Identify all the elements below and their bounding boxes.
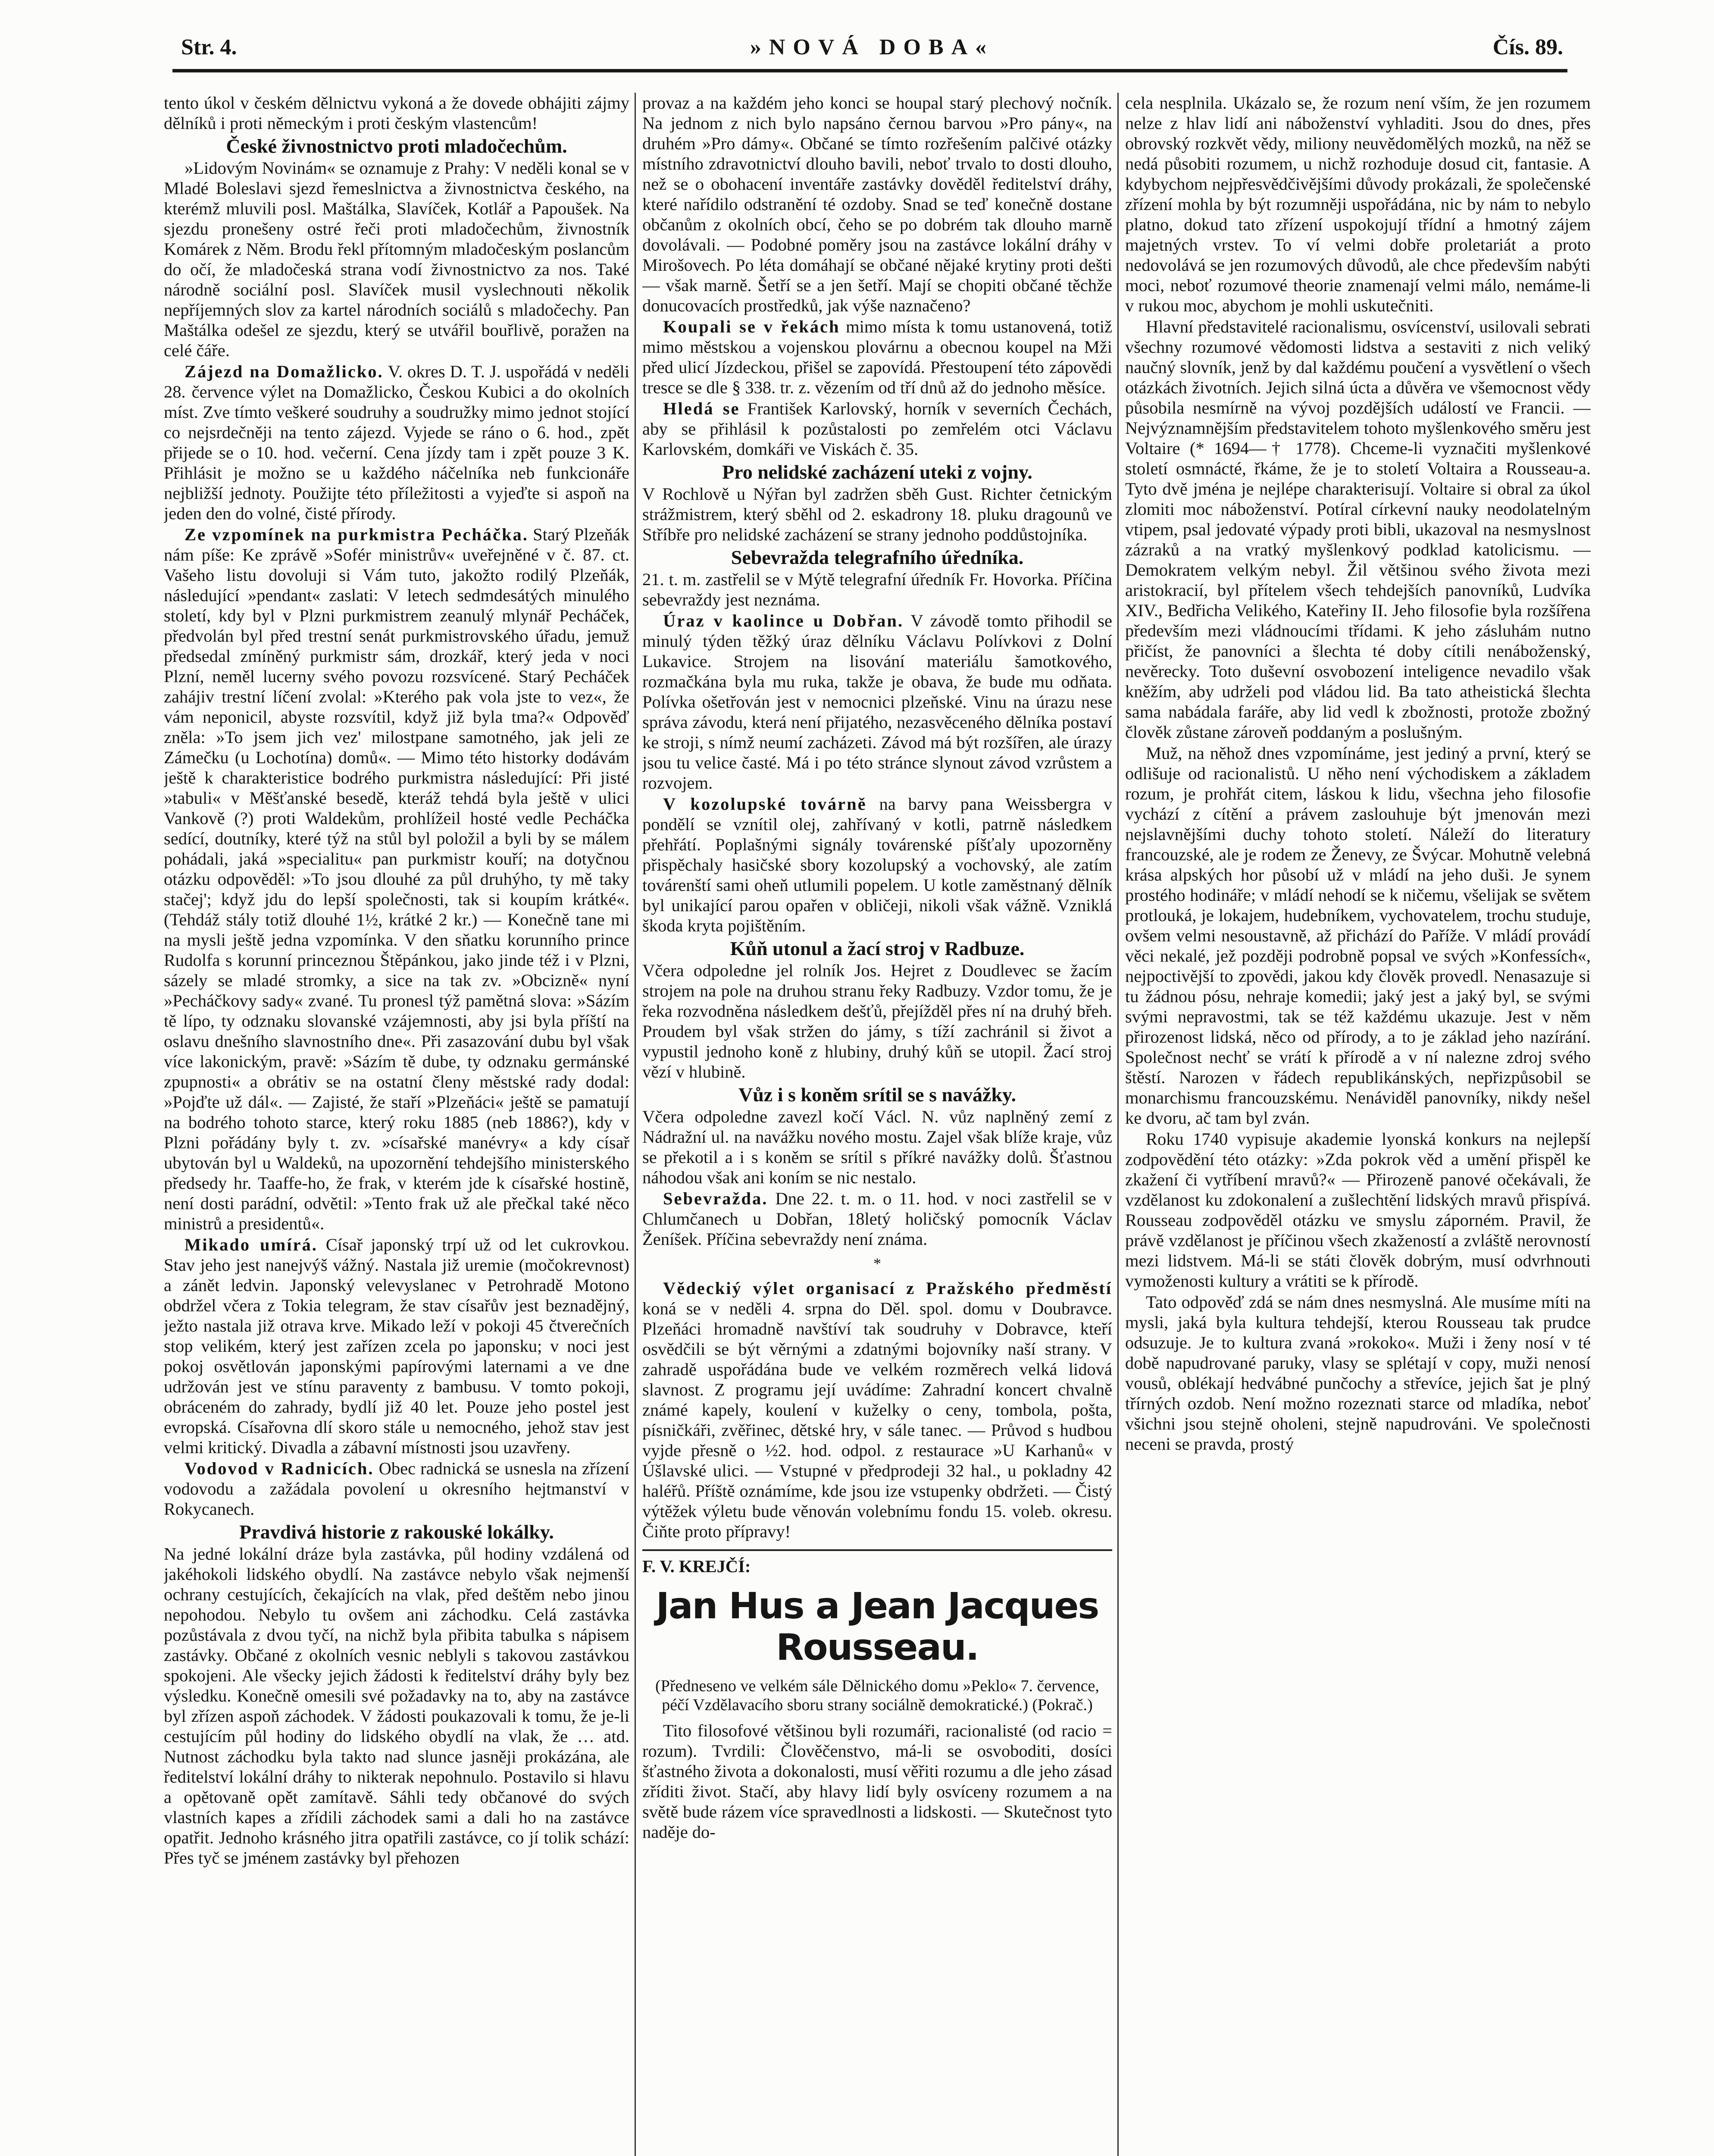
paragraph: 21. t. m. zastřelil se v Mýtě telegrafní úředník Fr. Hovorka. Příčina sebevraždy jest neznáma. [642, 570, 1112, 609]
paragraph: Dne 22. t. m. o 11. hod. v noci zastřelil se v Chlumčanech u Dobřan, 18letý holičský pomocník Václav Ženíšek. Příčina sebevraždy není známa. [642, 1189, 1112, 1249]
paragraph: na barvy pana Weissbergra v pondělí se vznítil olej, zahřívaný v kotli, patrně následkem přehřátí. Poplašnými signály továrenské píšťaly upozorněny přispěchaly hasičské sbory kozolupský a vochovský, ale zatím továrenští sami oheň utlumili popelem. U kotle zaměstnaný dělník byl unikající parou opařen v obličeji, nikoli však vážně. Vzniklá škoda kryta pojištěním. [642, 794, 1112, 935]
paragraph: Hlavní představitelé racionalismu, osvícenství, usilovali sebrati všechny rozumové vědomosti lidstva a sestaviti z nich veliký naučný slovník, jenž by dal každému poučení a vysvětlení o všech otázkách životních. Jejich silná úcta a důvěra ve všemocnost vědy působila nesmírně na vývoj pozdějších událostí ve Francii. — Nejvýznamnějším představitelem tohoto myšlenkového směru jest Voltaire (* 1694—† 1778). Chceme-li vyznačiti myšlenkové století osmnácté, řkáme, že je to století Voltaira a Rousseau-a. Tyto dvě jména je nejlépe charakterisují. Voltaire si obral za úkol zlomiti moc náboženství. Potíral církevní nauky neodolatelným vtipem, psal jedovaté výpady proti bibli, ukazoval na nesmyslnost zázraků a na vratký myšlenkový podklad katolicismu. — Demokratem velkým nebyl. Žil většinou svého života mezi aristokracií, byl přítelem všech tehdejších panovníků, Ludvíka XIV., Bedřicha Velikého, Kateřiny II. Jeho filosofie byla rozšířena především mezi vládnoucími třídami. K jeho zásluhám nutno přičíst, že panovníci a šlechta té doby cítili nenáboženský, nevěrecky. Toto duševní osvobození inteligence nevadilo však kněžím, aby udrželi pod vládou lid. Ba tato atheistická šlechta sama nabádala faráře, aby lid vedl k zbožnosti, protože zbožný člověk zůstane zároveň poddaným a poslušným. [1125, 317, 1591, 742]
column-2 [642, 93, 1112, 2156]
paragraph: mimo místa k tomu ustanovená, totiž mimo městskou a vojenskou plovárnu a obecnou koupel na Mži před ulicí Jízdeckou, přišel se zapovídá. Přestoupení této zápovědi tresce se dle § 338. tr. z. vězením od tří dnů až do jednoho měsíce. [642, 317, 1112, 397]
paragraph: provaz a na každém jeho konci se houpal starý plechový nočník. Na jednom z nich bylo napsáno černou barvou »Pro pány«, na druhém »Pro dámy«. Občané se tímto rozřešením palčivé otázky místního zdravotnictví dlouho bavili, neboť trvalo to dosti dlouho, než se o obohacení inventáře zastávky dověděl ředitelství dráhy, které nařídilo odstranění té ozdoby. Snad se teď konečně dostane občanům z okolních obcí, čeho se po dobrém tak dlouho marně dovolávali. — Podobné poměry jsou na zastávce lokální dráhy v Mirošovech. Po léta domáhají se občané nějaké krytiny proti dešti — však marně. Šetří se a jen šetří. Mají se chopiti občané těchže donucovacích prostředků, jak výše naznačeno? [642, 93, 1112, 315]
paragraph: Včera odpoledne jel rolník Jos. Hejret z Doudlevec se žacím strojem na pole na druhou stranu řeky Radbuzy. Vzdor tomu, že je řeka rozvodněna následkem dešťů, přejížděl přes ní na druhý břeh. Proudem byl však stržen do jámy, s tíží zachránil si život a vypustil jednoho koně z hlubiny, druhý kůň se utopil. Žací stroj vězí v hlubině. [642, 961, 1112, 1081]
paragraph: Včera odpoledne zavezl kočí Václ. N. vůz naplněný zemí z Nádražní ul. na navážku nového mostu. Zajel však blíže kraje, vůz se překotil a i s koněm se srítil s příkré navážky dolů. Šťastnou náhodou však ani koním se nic nestalo. [642, 1107, 1112, 1187]
run-in-heading: Hledá se [663, 399, 740, 418]
paragraph: Muž, na něhož dnes vzpomínáme, jest jediný a první, který se odlišuje od racionalistů. U něho není východiskem a základem rozum, je prohřát citem, láskou k lidu, všechna jeho filosofie vychází z cítění a právem zaslouhuje být jmenován mezi nejslavnějšími duchy tohoto století. Náleží do literatury francouzské, ale je rodem ze Ženevy, ze Švýcar. Mohutně velebná krása alpských hor působí už v mládí na jeho duši. Je synem prostého hodináře; v mládí nehodí se k ničemu, všelijak se světem protlouká, je lokajem, hudebníkem, vychovatelem, trochu studuje, ovšem velmi nesoustavně, až přichází do Paříže. V mládí provádí věci nekalé, jež později podrobně popsal ve svých »Konfessích«, nejpoctivější to zpovědi, jakou kdy člověk provedl. Nenasazuje si tu žádnou pósu, nehraje komedii; jaký jest a jaký byl, se svými svými nepravostmi, tak se též každému ukazuje. Jest v něm přirozenost lidská, něco od přírody, a to je základ jeho nazírání. Společnost nechť se vrátí k přírodě a v ní nalezne zdroj svého štěstí. Narozen v řádech republikánských, nepřizpůsobil se monarchismu francouzskému. Nenáviděl panovníky, nikdy nešel ke dvoru, ač tam byl zván. [1125, 743, 1591, 1128]
column-1 [164, 93, 629, 2156]
issue-number: Čís. 89. [1492, 35, 1563, 60]
article-heading: Kůň utonul a žací stroj v Radbuze. [730, 937, 1025, 959]
header-rule [172, 69, 1567, 72]
article-heading: Vůz i s koněm srítil se s navážky. [738, 1084, 1017, 1106]
paragraph: koná se v neděli 4. srpna do Děl. spol. domu v Doubravce. Plzeňáci hromadně navštíví tak soudruhy v Dobravce, kteří osvědčili se být věrnými a zdatnými bojovníky naší strany. V zahradě uspořádána bude ve velkém rozměrech velká lidová slavnost. Z programu její uvádíme: Zahradní koncert chvalně známé kapely, koulení v kuželky o ceny, tombola, pošta, písničkáři, zvěřinec, dětské hry, v sále tanec. — Průvod s hudbou vyjde přesně o ½2. hod. odpol. z restaurace »U Karhanů« v Úšlavské ulici. — Vstupné v předprodeji 32 hal., u pokladny 42 haléřů. Příště oznámíme, kde jsou ize vstupenky obdržeti. — Čistý výtěžek výletu bude věnován volebnímu fondu 15. voleb. okresu. Čiňte proto přípravy! [642, 1299, 1112, 1541]
run-in-heading: Vědeckiý výlet organisací z Pražského předměstí [663, 1279, 1112, 1298]
paragraph: Roku 1740 vypisuje akademie lyonská konkurs na nejlepší zodpovědění této otázky: »Zda pokrok věd a umění přispěl ke zkažení či vytříbení mravů?« — Přirozeně panové očekávali, že vzdělanost ku zdokonalení a zušlechtění lidských mravů přispívá. Rousseau zodpověděl otázku ve smyslu záporném. Pravil, že právě vzdělanost je příčinou všech zkažeností a zvláště nerovností mezi lidstvem. Má-li se státi člověk dobrým, musí odvrhnouti vymoženosti kultury a vrátiti se k přírodě. [1125, 1129, 1591, 1291]
masthead-title: »NOVÁ DOBA« [750, 35, 995, 60]
paragraph: V. okres D. T. J. uspořádá v neděli 28. července výlet na Domažlicko, Českou Kubici a do okolních míst. Zve tímto veškeré soudruhy a soudružky mimo jednot stojící co nejsrdečněji na tento zájezd. Vyjede se ráno o 6. hod., zpět přijede se o 10. hod. večerní. Cena jízdy tam i zpět pouze 3 K. Přihlásit je možno se u každého náčelníka neb funkcionáře nejbližší jednoty. Použijte této příležitosti a vyjeďte si aspoň na jeden den do volné, čisté přírody. [164, 362, 629, 523]
run-in-heading: Ze vzpomínek na purkmistra Pecháčka. [185, 525, 529, 544]
paragraph: Obec radnická se usnesla na zřízení vodovodu a zažádala povolení u okresního hejtmanství v Rokycanech. [164, 1459, 629, 1519]
paragraph: František Karlovský, horník v severních Čechách, aby se přihlásil k pozůstalosti po zemřelém otci Václavu Karlovském, domkáři ve Viskách č. 35. [642, 399, 1112, 459]
run-in-heading: V kozolupské továrně [663, 794, 867, 814]
column-3 [1125, 93, 1591, 2156]
paragraph: Císař japonský trpí už od let cukrovkou. Stav jeho jest nanejvýš vážný. Nastala již uremie (močokrevnost) a zánět ledvin. Japonský velevyslanec v Petrohradě Motono obdržel včera z Tokia telegram, že stav císařův jest beznadějný, ježto nastala již otrava krve. Mikado leží v pokoji 45 čtverečních stop velikém, který jest zařízen zcela po japonsku; v noci jest pokoj osvětlován japonskými papírovými laternami a ve dne udržován jest ve stínu paraventy z bambusu. V tomto pokoji, obráceném do zahrady, bydlí již 40 let. Pouze jeho postel jest evropská. Císařovna dlí skoro stále u nemocného, jehož stav jest velmi kritický. Divadla a zábavní místnosti jsou uzavřeny. [164, 1235, 629, 1457]
paragraph: tento úkol v českém dělnictvu vykoná a že dovede obhájiti zájmy dělníků i proti německým i proti českým vlastencům! [164, 93, 629, 133]
page-header [181, 34, 1563, 65]
run-in-heading: Zájezd na Domažlicko. [185, 362, 384, 381]
run-in-heading: Koupali se v řekách [663, 317, 840, 336]
page-number: Str. 4. [181, 35, 237, 60]
article-rule [642, 1549, 1112, 1551]
paragraph: Na jedné lokální dráze byla zastávka, půl hodiny vzdálená od jakéhokoli lidského obydlí. Na zastávce nebylo však nejmenší ochrany cestujících, čekajících na vlak, před deštěm nebo jinou nepohodou. Nebylo tu ovšem ani záchodku. Celá zastávka pozůstávala z dvou tyčí, na nichž byla přibita tabulka s nápisem zastávky. Občané z okolních vesnic neblyli s takovou zastávkou spokojeni. Ale všecky jejich žádosti k ředitelství dráhy byly bez výsledku. Konečně omesili své požadavky na to, aby na zastávce byl zřízen aspoň záchodek. V žádosti poukazovali k tomu, že je-li cestujícím půl hodiny do lidského obydlí na vlak, že … atd. Nutnost záchodku byla takto nad slunce jasněji prokázána, ale ředitelství lokální dráhy to nikterak nepohnulo. Postavilo si hlavu a opětovaně opět zamítavě. Sáhli tedy občanové do svých vlastních kapes a zřídili záchodek sami a dali ho na zastávce opatřit. Jednoho krásného jitra opatřili zastávce, co jí tolik schází: Přes tyč se jménem zastávky byl přehozen [164, 1544, 629, 1868]
paragraph: V Rochlově u Nýřan byl zadržen sběh Gust. Richter četnickým strážmistrem, který sběhl od 2. eskadrony 18. pluku dragounů ve Stříbře pro nelidské zacházení se strany jednoho poddůstojníka. [642, 484, 1112, 544]
article-heading: Pravdivá historie z rakouské lokálky. [239, 1521, 554, 1543]
column-divider [635, 93, 636, 2156]
column-divider [1117, 93, 1119, 2156]
paragraph: Tito filosofové většinou byli rozumáři, racionalisté (od racio = rozum). Tvrdili: Člověčenstvo, má-li se osvoboditi, dosíci šťastného života a dokonalosti, musí věřiti rozumu a dle jeho zásad zříditi život. Stačí, aby hlavy lidí byly osvíceny rozumem a na světě bude rázem více spravedlnosti a lidskosti. — Skutečnost tyto naděje do- [642, 1721, 1112, 1842]
run-in-heading: Úraz v kaolince u Dobřan. [663, 611, 904, 630]
paragraph: »Lidovým Novinám« se oznamuje z Prahy: V neděli konal se v Mladé Boleslavi sjezd řemeslnictva a živnostnictva českého, na kterémž mluvili posl. Maštálka, Slavíček, Kotlář a Papoušek. Na sjezdu pronešeny ostré řeči proti mladočechům, živnostník Komárek z Něm. Brodu řekl přítomným mladočeským poslancům do očí, že mladočeská strana vodí živnostnictvo za nos. Také národně sociální posl. Slavíček musil vyslechnouti několik nepříjemných slov za kartel národních sociálů s mladočechy. Pan Maštálka odešel ze sjezdu, který se utvářil bouřlivě, poražen na celé čáře. [164, 158, 629, 360]
article-note: (Předneseno ve velkém sále Dělnického domu »Peklo« 7. července, péčí Vzdělavacího sboru strany sociálně demokratické.) (Pokrač.) [655, 1677, 1099, 1714]
paragraph: Starý Plzeňák nám píše: Ke zprávě »Sofér ministrův« uveřejněné v č. 87. ct. Vašeho listu dovoluji si Vám tuto, jakožto rodilý Plzeňák, následující »pendant« zaslati: V letech sedmdesátých minulého století, kdy byl v Plzni purkmistrem zeanulý mlynář Pecháček, předvolán byl před trestní senát purkmistrovského úřadu, jemuž předsedal zmíněný purkmistr sám, drozkář, který jeda v noci Plzní, neměl lucerny svého povozu rozsvícené. Starý Pecháček zahájiv trestní líčení zvolal: »Kterého pak vola jste to vez«, že vám neponicil, abyste rozsvítil, když již byla tma?« Odpověď zněla: »To jsem jich vez' milostpane samotného, jak jeli ze Zámečku (u Lochotína) domů«. — Mimo této historky dodávám ještě k charakteristice bodrého purkmistra následující: Při jisté »tabuli« v Měšťanské besedě, kteráž tehdá byla ještě v ulici Vankově (?) proti Waldekům, prohlížeil hosté vedle Pecháčka sedící, doutníky, které týž na stůl byl položil a byli by se málem pohádali, jaká »specialitu« pan purkmistr kouří; na dotyčnou otázku odpověděl: »To jsou dlouhé za půl druhýho, ty mě taky stačej'; když jdu do lepší společnosti, tak si koupím krátké«. (Tehdáž stály totiž dlouhé 1½, krátké 2 kr.) — Konečně tane mi na mysli ještě jedna vzpomínka. V den sňatku korunního prince Rudolfa s korunní princeznou Štěpánkou, jako jinde též i v Plzni, sázely se mladé stromky, a sice na tak zv. »Obcizně« nyní »Pecháčkovy sady« zvané. Tu pronesl týž pamětná slova: »Sázím tě lípo, ty odznaku slovanské vzájemnosti, aby jsi byla příští na oslavu dnešního slavnostního dne«. Při zasazování dubu byl však více lakonickým, pravě: »Sázím tě dube, ty odznaku germánské zpupnosti« a obrátiv se na ostatní členy městské rady dodal: »Pojďte už dál«. — Zajisté, že staří »Plzeňáci« ještě se pamatují na bodrého tohoto starce, který roku 1885 (neb 1886?), kdy v Plzni pořádány byly t. zv. »císařské manévry« a kdy císař ubytován byl u Waldeků, na upozornění tehdejšího ministerského předsedy hr. Taaffe-ho, že frak, v kterém jde k císařské hostině, není dosti parádní, odvětil: »Tento frak už ale přečkal také něco ministrů a presidentů«. [164, 525, 629, 1233]
run-in-heading: Mikado umírá. [185, 1235, 318, 1254]
article-heading: Sebevražda telegrafního úředníka. [731, 546, 1024, 568]
run-in-heading: Sebevražda. [663, 1189, 768, 1208]
section-separator: * [873, 1255, 881, 1272]
paragraph: cela nesplnila. Ukázalo se, že rozum není vším, že jen rozumem nelze z hlav lidí ani náboženství vyhladiti. Jsou do dnes, přes obrovský rozkvět vědy, miliony neuvědomělých mozků, na něž se nedá působiti rozumem, u nichž rozhoduje dosud cit, fantasie. A kdybychom nejpřesvědčivějšími důvody prokázali, že společenské zřízení mohla by být rozumněji uspořádána, nic by nám to nebylo platno, dokud tato zřízení uspokojují třídní a hmotný zájem majetných vrstev. To ví velmi dobře proletariát a proto nedovolává se jen rozumových důvodů, ale chce především nabýti moci, neboť rozumové theorie znamenají velmi málo, nemáme-li v rukou moc, abychom je mohli uskutečniti. [1125, 93, 1591, 315]
article-title: Jan Hus a Jean Jacques Rousseau. [656, 1585, 1099, 1668]
run-in-heading: Vodovod v Radnicích. [185, 1459, 374, 1478]
paragraph: Tato odpověď zdá se nám dnes nesmyslná. Ale musíme míti na mysli, jaká byla kultura tehdejší, kterou Rousseau tak prudce odsuzuje. Je to kultura zvaná »rokoko«. Muži i ženy nosí v té době napudrované paruky, vlasy se splétají v copy, muži nenosí vousů, oblékají hedvábné punčochy a střevíce, jejich šat je plný třírných ozdob. Není možno rozeznati starce od mladíka, neboť všichni jsou stejně oholeni, stejně napudrováni. Ve společnosti neceni se pravda, prostý [1125, 1292, 1591, 1454]
article-heading: Pro nelidské zacházení uteki z vojny. [722, 461, 1032, 483]
paragraph: V závodě tomto přihodil se minulý týden těžký úraz dělníku Václavu Polívkovi z Dolní Lukavice. Strojem na lisování materiálu šamotkového, rozmačkána byla mu ruka, takže je obava, že bude mu odňata. Polívka ošetřován jest v nemocnici plzeňské. Vinu na úrazu nese správa závodu, která není přijatého, nezasvěceného dělníka postaví ke stroji, s nímž neumí zacházeti. Závod má být rozšířen, ale úrazy jsou tu velice časté. Má i po této stránce slynout závod vzrůstem a rozvojem. [642, 611, 1112, 793]
article-author: F. V. KREJČÍ: [642, 1557, 751, 1576]
article-heading: České živnostnictvo proti mladočechům. [226, 135, 567, 157]
